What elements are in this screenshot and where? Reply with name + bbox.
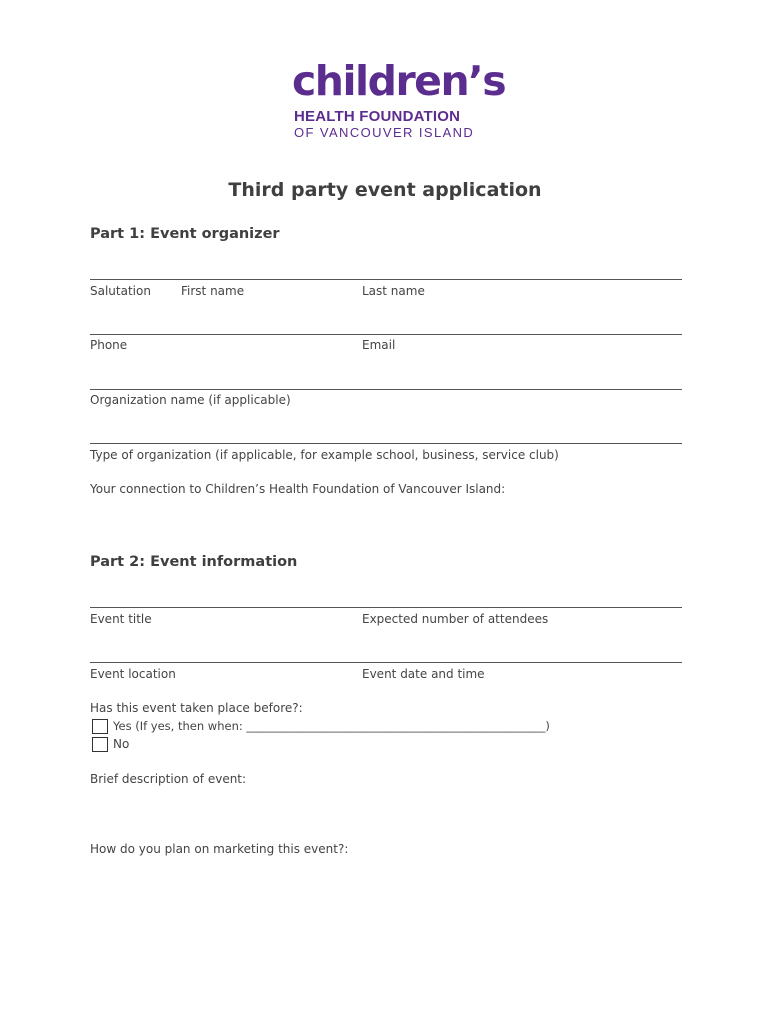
- organization-name-field[interactable]: Organization name (if applicable): [90, 393, 291, 407]
- yes-checkbox[interactable]: [92, 719, 108, 734]
- part1-heading: Part 1: Event organizer: [90, 226, 280, 242]
- no-checkbox[interactable]: [92, 737, 108, 752]
- page-title: Third party event application: [228, 179, 542, 201]
- phone-field[interactable]: Phone: [90, 338, 128, 352]
- marketing-field[interactable]: How do you plan on marketing this event?:: [90, 842, 349, 856]
- event-location-field[interactable]: Event location: [90, 667, 176, 681]
- divider: [90, 389, 682, 390]
- last-name-field[interactable]: Last name: [362, 284, 425, 298]
- description-field[interactable]: Brief description of event:: [90, 772, 247, 786]
- taken-place-question: Has this event taken place before?:: [90, 701, 303, 715]
- logo-location: OF VANCOUVER ISLAND: [294, 125, 475, 140]
- event-date-time-field[interactable]: Event date and time: [362, 667, 485, 681]
- email-field[interactable]: Email: [362, 338, 396, 352]
- part2-heading: Part 2: Event information: [90, 554, 298, 570]
- logo-wordmark: children’s: [292, 57, 506, 105]
- yes-option-label: Yes (If yes, then when: ____________________________________________________): [113, 719, 550, 733]
- logo-subtitle: HEALTH FOUNDATION: [294, 108, 461, 125]
- divider: [90, 279, 682, 280]
- attendees-field[interactable]: Expected number of attendees: [362, 612, 549, 626]
- divider: [90, 662, 682, 663]
- organization-type-field[interactable]: Type of organization (if applicable, for example school, business, service club): [90, 448, 559, 462]
- salutation-field[interactable]: Salutation: [90, 284, 151, 298]
- divider: [90, 334, 682, 335]
- first-name-field[interactable]: First name: [181, 284, 245, 298]
- divider: [90, 607, 682, 608]
- no-option-label: No: [113, 737, 130, 751]
- foundation-logo: [292, 57, 506, 140]
- divider: [90, 443, 682, 444]
- event-title-field[interactable]: Event title: [90, 612, 152, 626]
- connection-field[interactable]: Your connection to Children’s Health Foundation of Vancouver Island:: [90, 482, 506, 496]
